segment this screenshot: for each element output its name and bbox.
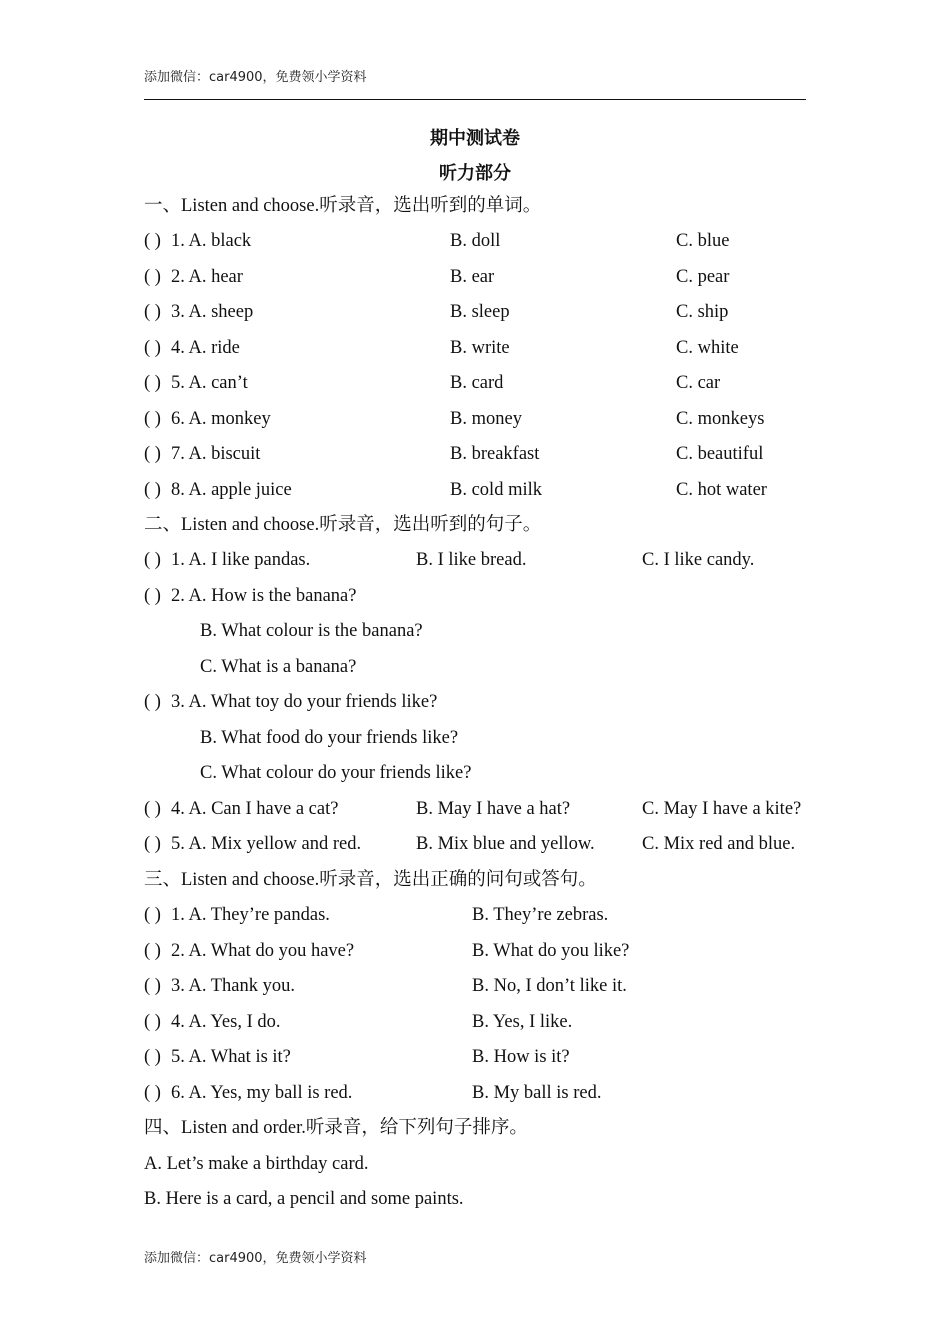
- s4-sentence-b: B. Here is a card, a pencil and some paints.: [144, 1189, 464, 1209]
- s2-question-5: [144, 831, 844, 857]
- option-b: B. breakfast: [450, 444, 540, 464]
- answer-bracket[interactable]: ( ): [144, 409, 161, 429]
- option-b: B. write: [450, 338, 510, 358]
- option-a: 4. A. Can I have a cat?: [171, 799, 339, 819]
- answer-bracket[interactable]: ( ): [144, 941, 161, 961]
- option-a: 1. A. They’re pandas.: [171, 905, 330, 925]
- option-c: C. blue: [676, 231, 730, 251]
- s3-question-2: [144, 938, 844, 964]
- s3-question-3: [144, 973, 844, 999]
- answer-bracket[interactable]: ( ): [144, 586, 161, 606]
- answer-bracket[interactable]: ( ): [144, 1047, 161, 1067]
- option-a: 2. A. What do you have?: [171, 941, 355, 961]
- option-c: C. car: [676, 373, 721, 393]
- option-c: C. white: [676, 338, 739, 358]
- option-a: 4. A. Yes, I do.: [171, 1012, 281, 1032]
- answer-bracket[interactable]: ( ): [144, 550, 161, 570]
- option-a: 3. A. What toy do your friends like?: [171, 692, 438, 712]
- option-b: B. No, I don’t like it.: [472, 976, 627, 996]
- section-4-heading: 四、Listen and order.听录音，给下列句子排序。: [144, 1118, 528, 1138]
- option-c: C. May I have a kite?: [642, 799, 802, 819]
- option-a: 7. A. biscuit: [171, 444, 261, 464]
- s1-question-6: [144, 406, 844, 432]
- s1-question-3: [144, 299, 844, 325]
- option-c: C. beautiful: [676, 444, 764, 464]
- s2-question-3-option-b: [144, 725, 844, 751]
- s1-question-7: [144, 441, 844, 467]
- s3-question-5: [144, 1044, 844, 1070]
- option-b: B. Yes, I like.: [472, 1012, 573, 1032]
- option-b: B. May I have a hat?: [416, 799, 571, 819]
- section-3-heading: 三、Listen and choose.听录音，选出正确的问句或答句。: [144, 870, 597, 890]
- s4-sentence-a: A. Let’s make a birthday card.: [144, 1154, 369, 1174]
- answer-bracket[interactable]: ( ): [144, 976, 161, 996]
- header-rule: [144, 99, 806, 100]
- option-c: C. pear: [676, 267, 730, 287]
- option-c: C. monkeys: [676, 409, 765, 429]
- answer-bracket[interactable]: ( ): [144, 1012, 161, 1032]
- option-a: 5. A. What is it?: [171, 1047, 291, 1067]
- s1-question-4: [144, 335, 844, 361]
- option-a: 5. A. can’t: [171, 373, 248, 393]
- option-b: B. doll: [450, 231, 501, 251]
- option-a: 6. A. Yes, my ball is red.: [171, 1083, 353, 1103]
- s2-question-2-option-c: [144, 654, 844, 680]
- option-b: B. My ball is red.: [472, 1083, 602, 1103]
- option-b: B. I like bread.: [416, 550, 527, 570]
- s1-question-8: [144, 477, 844, 503]
- option-a: 1. A. black: [171, 231, 252, 251]
- option-a: 6. A. monkey: [171, 409, 271, 429]
- option-b: B. card: [450, 373, 504, 393]
- option-a: 4. A. ride: [171, 338, 240, 358]
- option-c: C. What colour do your friends like?: [200, 763, 472, 783]
- option-b: B. Mix blue and yellow.: [416, 834, 595, 854]
- option-c: C. ship: [676, 302, 729, 322]
- page-subtitle: 听力部分: [439, 163, 511, 184]
- s3-question-6: [144, 1080, 844, 1106]
- answer-bracket[interactable]: ( ): [144, 480, 161, 500]
- option-b: B. How is it?: [472, 1047, 570, 1067]
- answer-bracket[interactable]: ( ): [144, 444, 161, 464]
- option-c: C. hot water: [676, 480, 767, 500]
- s2-question-2-option-b: [144, 618, 844, 644]
- answer-bracket[interactable]: ( ): [144, 373, 161, 393]
- option-c: C. What is a banana?: [200, 657, 357, 677]
- option-b: B. What food do your friends like?: [200, 728, 459, 748]
- option-c: C. Mix red and blue.: [642, 834, 796, 854]
- answer-bracket[interactable]: ( ): [144, 231, 161, 251]
- s3-question-4: [144, 1009, 844, 1035]
- header-note: 添加微信：car4900，免费领小学资料: [144, 70, 367, 85]
- s2-question-4: [144, 796, 844, 822]
- option-a: 3. A. sheep: [171, 302, 254, 322]
- answer-bracket[interactable]: ( ): [144, 302, 161, 322]
- option-b: B. What colour is the banana?: [200, 621, 423, 641]
- answer-bracket[interactable]: ( ): [144, 338, 161, 358]
- footer-note: 添加微信：car4900，免费领小学资料: [144, 1251, 367, 1266]
- s2-question-1: [144, 547, 844, 573]
- option-a: 8. A. apple juice: [171, 480, 292, 500]
- option-b: B. They’re zebras.: [472, 905, 609, 925]
- section-1-heading: 一、Listen and choose.听录音，选出听到的单词。: [144, 196, 542, 216]
- option-b: B. sleep: [450, 302, 510, 322]
- option-a: 1. A. I like pandas.: [171, 550, 311, 570]
- answer-bracket[interactable]: ( ): [144, 267, 161, 287]
- s2-question-3: [144, 689, 844, 715]
- option-a: 5. A. Mix yellow and red.: [171, 834, 362, 854]
- option-b: B. What do you like?: [472, 941, 630, 961]
- s3-question-1: [144, 902, 844, 928]
- option-a: 2. A. How is the banana?: [171, 586, 357, 606]
- answer-bracket[interactable]: ( ): [144, 799, 161, 819]
- option-a: 3. A. Thank you.: [171, 976, 296, 996]
- s1-question-1: [144, 228, 844, 254]
- section-2-heading: 二、Listen and choose.听录音，选出听到的句子。: [144, 515, 542, 535]
- s1-question-2: [144, 264, 844, 290]
- option-b: B. ear: [450, 267, 495, 287]
- s2-question-2: [144, 583, 844, 609]
- option-b: B. cold milk: [450, 480, 542, 500]
- option-b: B. money: [450, 409, 522, 429]
- answer-bracket[interactable]: ( ): [144, 834, 161, 854]
- page-title: 期中测试卷: [430, 128, 520, 149]
- answer-bracket[interactable]: ( ): [144, 1083, 161, 1103]
- answer-bracket[interactable]: ( ): [144, 905, 161, 925]
- s1-question-5: [144, 370, 844, 396]
- option-c: C. I like candy.: [642, 550, 755, 570]
- option-a: 2. A. hear: [171, 267, 243, 287]
- answer-bracket[interactable]: ( ): [144, 692, 161, 712]
- s2-question-3-option-c: [144, 760, 844, 786]
